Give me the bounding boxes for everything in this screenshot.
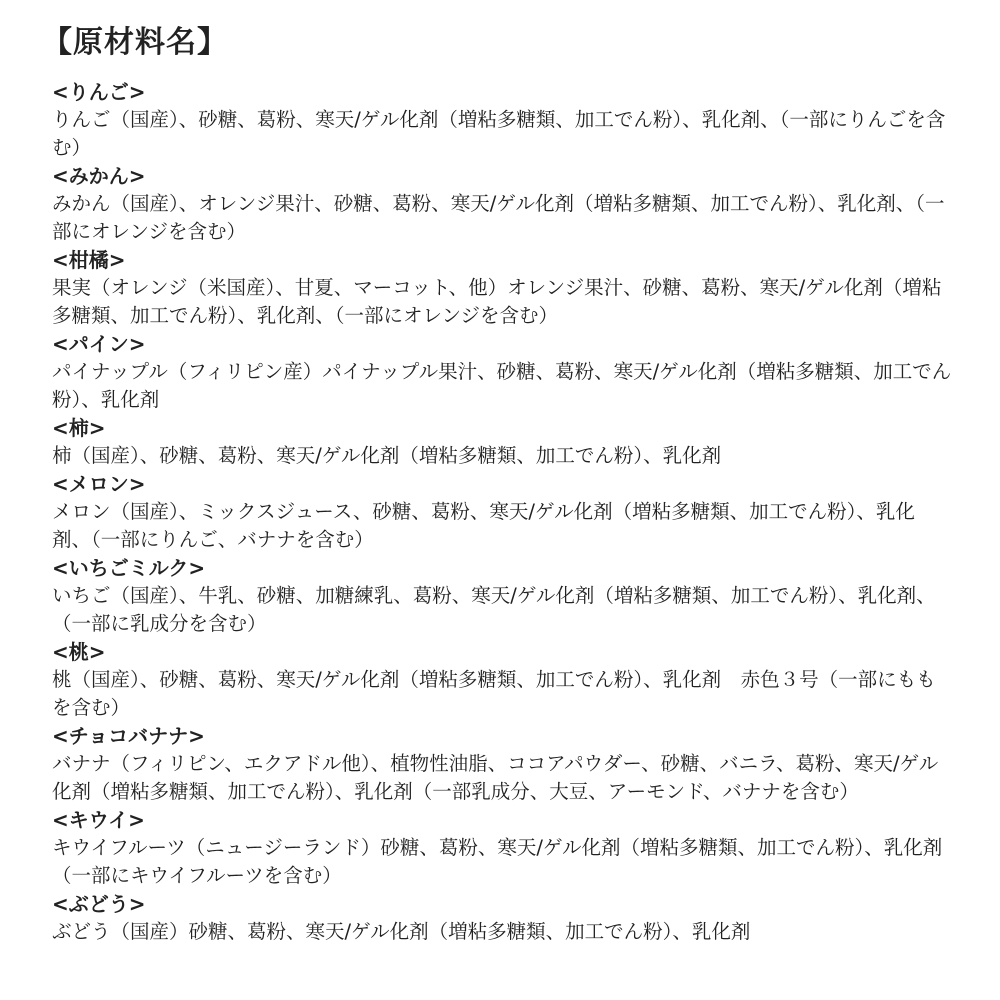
section-strawberry-milk [52,554,952,638]
section-persimmon [52,414,952,470]
section-mandarin [52,162,952,246]
section-body: パイナップル（フィリピン産）パイナップル果汁、砂糖、葛粉、寒天/ゲル化剤（増粘多糖類、加工でん粉）、乳化剤 [52,360,952,411]
section-choco-banana [52,722,952,806]
section-body: キウイフルーツ（ニュージーランド）砂糖、葛粉、寒天/ゲル化剤（増粘多糖類、加工でん粉）、乳化剤（一部にキウイフルーツを含む） [52,836,943,887]
section-grape [52,890,952,946]
page-title: 【原材料名】 [42,25,228,60]
section-body: 柿（国産）、砂糖、葛粉、寒天/ゲル化剤（増粘多糖類、加工でん粉）、乳化剤 [52,444,722,467]
section-body: バナナ（フィリピン、エクアドル他）、植物性油脂、ココアパウダー、砂糖、バニラ、葛粉、寒天/ゲル化剤（増粘多糖類、加工でん粉）、乳化剤（一部乳成分、大豆、アーモンド、バナナを含む） [52,752,939,803]
section-peach [52,638,952,722]
section-pineapple [52,330,952,414]
section-heading: <チョコバナナ> [52,724,205,748]
section-body: みかん（国産）、オレンジ果汁、砂糖、葛粉、寒天/ゲル化剤（増粘多糖類、加工でん粉）、乳化剤、（一部にオレンジを含む） [52,192,945,243]
section-citrus [52,246,952,330]
section-body: いちご（国産）、牛乳、砂糖、加糖練乳、葛粉、寒天/ゲル化剤（増粘多糖類、加工でん粉）、乳化剤、（一部に乳成分を含む） [52,584,936,635]
section-heading: <キウイ> [52,808,145,832]
section-heading: <みかん> [52,164,146,188]
section-body: 果実（オレンジ（米国産）、甘夏、マーコット、他）オレンジ果汁、砂糖、葛粉、寒天/ゲル化剤（増粘多糖類、加工でん粉）、乳化剤、（一部にオレンジを含む） [52,276,942,327]
section-heading: <りんご> [52,80,146,104]
section-heading: <桃> [52,640,106,664]
section-heading: <ぶどう> [52,892,146,916]
section-heading: <パイン> [52,332,146,356]
section-heading: <柑橘> [52,248,126,272]
section-body: メロン（国産）、ミックスジュース、砂糖、葛粉、寒天/ゲル化剤（増粘多糖類、加工でん粉）、乳化剤、（一部にりんご、バナナを含む） [52,500,915,551]
section-kiwi [52,806,952,890]
section-body: りんご（国産）、砂糖、葛粉、寒天/ゲル化剤（増粘多糖類、加工でん粉）、乳化剤、（一部にりんごを含む） [52,108,946,159]
section-apple [52,78,952,162]
section-body: 桃（国産）、砂糖、葛粉、寒天/ゲル化剤（増粘多糖類、加工でん粉）、乳化剤 赤色３号（一部にももを含む） [52,668,936,719]
section-heading: <いちごミルク> [52,556,206,580]
section-body: ぶどう（国産）砂糖、葛粉、寒天/ゲル化剤（増粘多糖類、加工でん粉）、乳化剤 [52,920,751,943]
section-heading: <メロン> [52,472,146,496]
section-heading: <柿> [52,416,106,440]
section-melon [52,470,952,554]
